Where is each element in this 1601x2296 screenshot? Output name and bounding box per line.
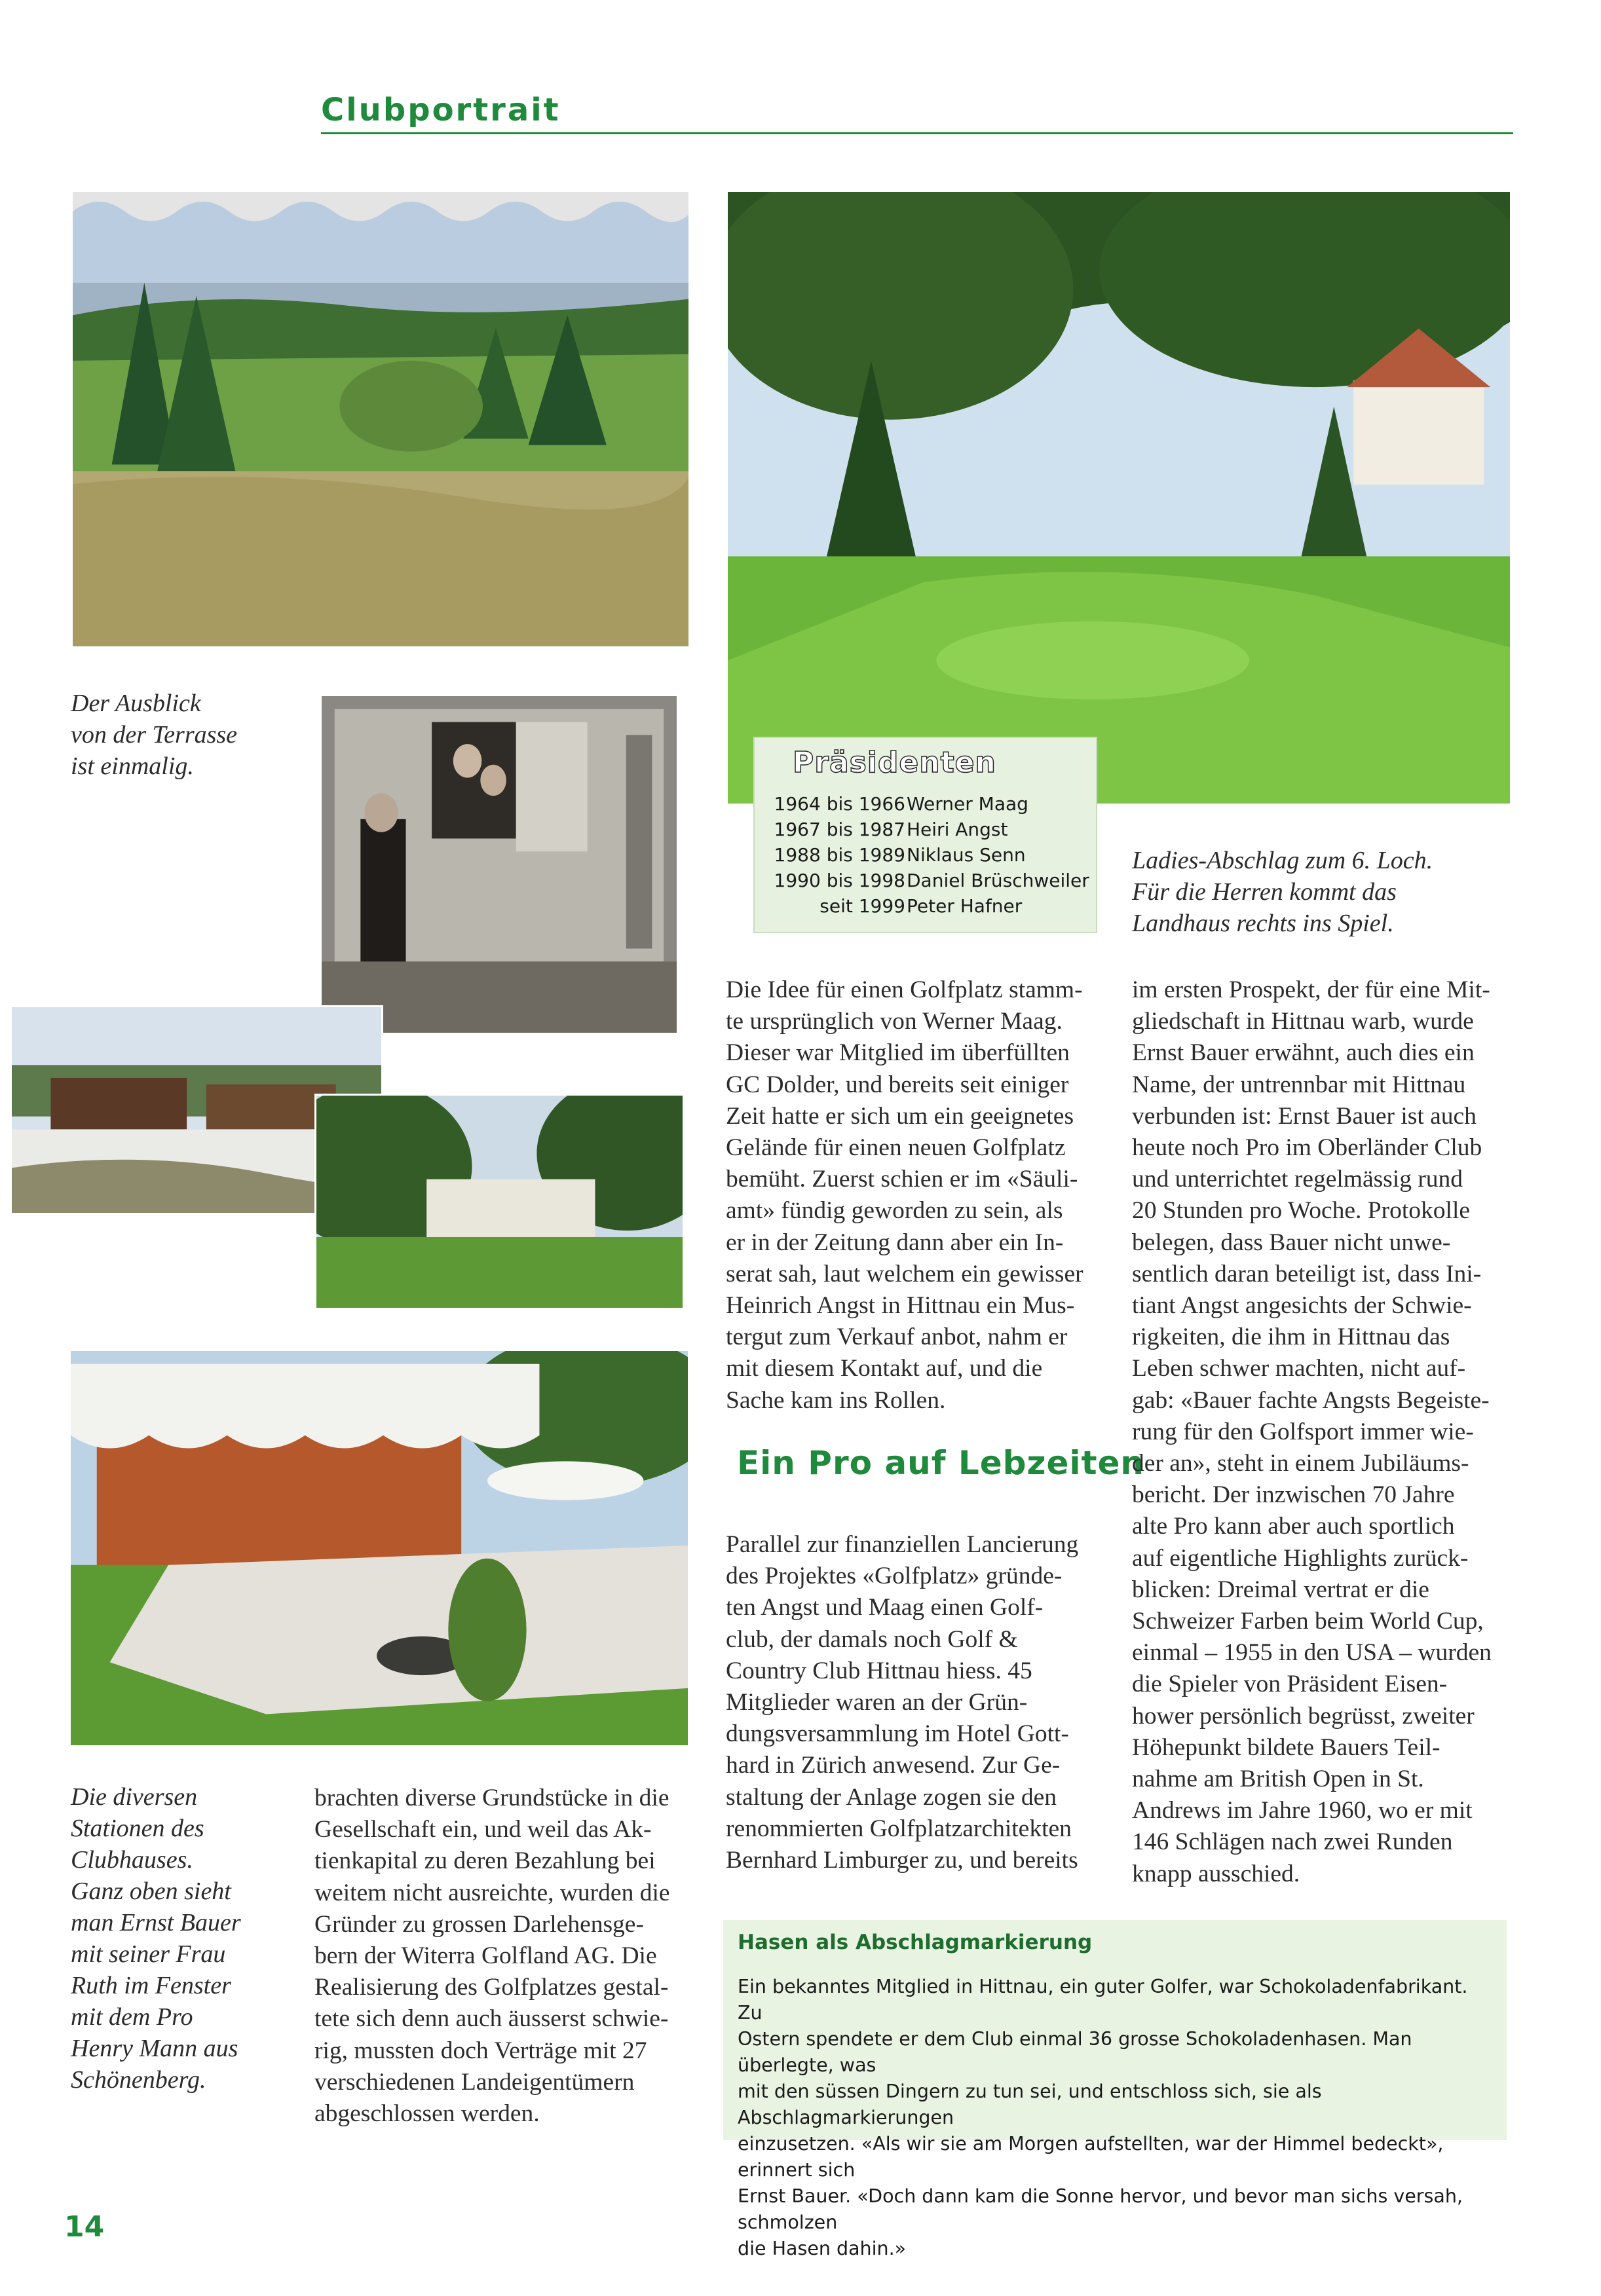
text-line: Gesellschaft ein, und weil das Ak- (314, 1816, 652, 1843)
text-line: Ostern spendete er dem Club einmal 36 grosse Schokoladenhasen. Man überlegte, was (738, 2028, 1412, 2076)
text-line: gab: «Bauer fachte Angsts Begeiste- (1132, 1386, 1490, 1414)
sidebar-box-title: Hasen als Abschlagmarkierung (738, 1931, 1093, 1954)
text-line: Dieser war Mitglied im überfüllten (726, 1039, 1070, 1067)
photo-trailer-historic (320, 694, 679, 1035)
text-line: knapp ausschied. (1132, 1860, 1300, 1887)
president-name: Daniel Brüschweiler (907, 870, 1089, 891)
text-line: Bernhard Limburger zu, und bereits (726, 1847, 1078, 1874)
text-line: auf eigentliche Highlights zurück- (1132, 1544, 1469, 1572)
text-line: Gründer zu grossen Darlehensge- (314, 1910, 644, 1938)
caption-line: ist einmalig. (71, 752, 194, 780)
text-line: Gelände für einen neuen Golfplatz (726, 1134, 1066, 1162)
text-line: Zeit hatte er sich um ein geeignetes (726, 1102, 1074, 1130)
text-line: rung für den Golfsport immer wie- (1132, 1418, 1474, 1445)
text-line: blicken: Dreimal vertrat er die (1132, 1576, 1429, 1603)
text-line: dungsversammlung im Hotel Gott- (726, 1720, 1069, 1748)
caption-line: Die diversen (71, 1783, 198, 1811)
text-line: bericht. Der inzwischen 70 Jahre (1132, 1481, 1455, 1509)
president-name: Peter Hafner (907, 895, 1023, 917)
caption-line: Ganz oben sieht (71, 1878, 231, 1905)
text-line: Realisierung des Golfplatzes gestal- (314, 1974, 669, 2001)
caption-line: Der Ausblick (71, 690, 201, 717)
text-line: einmal – 1955 in den USA – wurden (1132, 1639, 1492, 1667)
photo-terrace-umbrellas (69, 1349, 690, 1747)
caption-line: mit dem Pro (71, 2003, 193, 2031)
sidebar-box-text (738, 1974, 1491, 2262)
text-line: Heinrich Angst in Hittnau ein Mus- (726, 1292, 1075, 1320)
text-line: die Spieler von Präsident Eisen- (1132, 1671, 1448, 1698)
president-years: 1964 bis 1966 (774, 793, 905, 815)
caption-line: Stationen des (71, 1815, 204, 1842)
text-line: club, der damals noch Golf & (726, 1625, 1018, 1653)
article-column-left (314, 1783, 688, 2130)
text-line: alte Pro kann aber auch sportlich (1132, 1513, 1455, 1540)
text-line: Name, der untrennbar mit Hittnau (1132, 1071, 1466, 1098)
text-line: die Hasen dahin.» (738, 2238, 907, 2259)
text-line: Sache kam ins Rollen. (726, 1386, 946, 1414)
text-line: Country Club Hittnau hiess. 45 (726, 1657, 1032, 1684)
text-line: tete sich denn auch äusserst schwie- (314, 2005, 669, 2033)
article-subheading: Ein Pro auf Lebzeiten (737, 1444, 1144, 1482)
text-line: Ernst Bauer. «Doch dann kam die Sonne hervor, und bevor man sichs versah, schmolzen (738, 2185, 1463, 2233)
text-line: bern der Witerra Golfland AG. Die (314, 1942, 657, 1970)
text-line: Schweizer Farben beim World Cup, (1132, 1608, 1484, 1635)
president-name: Werner Maag (907, 793, 1028, 815)
caption-line: Für die Herren kommt das (1132, 878, 1397, 906)
text-line: weitem nicht ausreichte, wurden die (314, 1879, 670, 1906)
article-column-right (1132, 974, 1512, 1890)
text-line: tiant Angst angesichts der Schwie- (1132, 1292, 1472, 1320)
caption-line: von der Terrasse (71, 721, 238, 749)
president-name: Niklaus Senn (907, 844, 1026, 866)
photo-clubhouse-summer (314, 1094, 685, 1310)
caption-line: man Ernst Bauer (71, 1909, 241, 1936)
text-line: brachten diverse Grundstücke in die (314, 1785, 669, 1811)
text-line: rig, mussten doch Verträge mit 27 (314, 2037, 647, 2064)
text-line: heute noch Pro im Oberländer Club (1132, 1134, 1482, 1162)
header-rule (321, 132, 1513, 134)
text-line: mit den süssen Dingern zu tun sei, und entschloss sich, sie als Abschlagmarkierungen (738, 2081, 1322, 2128)
text-line: verbunden ist: Ernst Bauer ist auch (1132, 1102, 1477, 1130)
section-title: Clubportrait (321, 92, 561, 128)
caption-clubhouse (71, 1781, 307, 2096)
text-line: einzusetzen. «Als wir sie am Morgen aufstellten, war der Himmel bedeckt», erinnert sich (738, 2133, 1444, 2181)
text-line: verschiedenen Landeigentümern (314, 2068, 635, 2096)
text-line: bemüht. Zuerst schien er im «Säuli- (726, 1166, 1078, 1193)
text-line: mit diesem Kontakt auf, und die (726, 1355, 1043, 1382)
article-column-middle-bottom (726, 1529, 1098, 1876)
article-column-middle-top (726, 974, 1098, 1416)
text-line: serat sah, laut welchem ein gewisser (726, 1260, 1083, 1287)
caption-line: Ruth im Fenster (71, 1972, 231, 1999)
president-years: 1967 bis 1987 (774, 819, 905, 840)
text-line: der an», steht in einem Jubiläums- (1132, 1450, 1469, 1477)
text-line: hower persönlich begrüsst, zweiter (1132, 1702, 1475, 1730)
text-line: sentlich daran beteiligt ist, dass Ini- (1132, 1260, 1482, 1287)
text-line: im ersten Prospekt, der für eine Mit- (1132, 976, 1490, 1003)
text-line: belegen, dass Bauer nicht unwe- (1132, 1229, 1451, 1256)
caption-terrace (71, 688, 293, 782)
text-line: hard in Zürich anwesend. Zur Ge- (726, 1752, 1061, 1779)
text-line: Andrews im Jahre 1960, wo er mit (1132, 1797, 1473, 1824)
text-line: abgeschlossen werden. (314, 2100, 540, 2128)
sidebar-box-hasen (723, 1917, 1507, 2259)
text-line: Ein bekanntes Mitglied in Hittnau, ein guter Golfer, war Schokoladenfabrikant. Zu (738, 1976, 1468, 2024)
text-line: rigkeiten, die ihm in Hittnau das (1132, 1324, 1450, 1351)
caption-line: Schönenberg. (71, 2066, 206, 2094)
caption-line: Landhaus rechts ins Spiel. (1132, 910, 1394, 937)
caption-line: Ladies-Abschlag zum 6. Loch. (1132, 847, 1433, 874)
text-line: gliedschaft in Hittnau warb, wurde (1132, 1008, 1474, 1035)
text-line: Leben schwer machten, nicht auf- (1132, 1355, 1466, 1382)
page-number: 14 (64, 2210, 105, 2244)
caption-line: Clubhauses. (71, 1846, 193, 1874)
text-line: 20 Stunden pro Woche. Protokolle (1132, 1197, 1471, 1225)
photo-terrace-view (71, 190, 690, 648)
text-line: GC Dolder, und bereits seit einiger (726, 1071, 1069, 1098)
text-line: er in der Zeitung dann aber ein In- (726, 1229, 1064, 1256)
text-line: tergut zum Verkauf anbot, nahm er (726, 1324, 1068, 1351)
text-line: des Projektes «Golfplatz» gründe- (726, 1563, 1063, 1590)
text-line: Mitglieder waren an der Grün- (726, 1689, 1028, 1716)
text-line: staltung der Anlage zogen sie den (726, 1783, 1057, 1811)
text-line: Parallel zur finanziellen Lancierung (726, 1531, 1079, 1558)
presidents-box (753, 737, 1097, 933)
caption-line: mit seiner Frau (71, 1940, 226, 1968)
text-line: ten Angst und Maag einen Golf- (726, 1594, 1044, 1621)
president-years: 1990 bis 1998 (774, 870, 905, 891)
text-line: und unterrichtet regelmässig rund (1132, 1166, 1463, 1193)
text-line: amt» fündig geworden zu sein, als (726, 1197, 1063, 1225)
text-line: Die Idee für einen Golfplatz stamm- (726, 976, 1083, 1003)
text-line: renommierten Golfplatzarchitekten (726, 1815, 1072, 1842)
president-name: Heiri Angst (907, 819, 1008, 840)
president-years: 1988 bis 1989 (774, 844, 905, 866)
presidents-title: Präsidenten (793, 746, 996, 779)
text-line: Ernst Bauer erwähnt, auch dies ein (1132, 1039, 1475, 1067)
text-line: nahme am British Open in St. (1132, 1766, 1424, 1793)
caption-line: Henry Mann aus (71, 2035, 238, 2062)
text-line: 146 Schlägen nach zwei Runden (1132, 1828, 1453, 1856)
president-years: seit 1999 (819, 895, 905, 917)
photo-ladies-tee (726, 190, 1512, 805)
text-line: Höhepunkt bildete Bauers Teil- (1132, 1733, 1441, 1761)
caption-ladies-tee (1132, 845, 1512, 939)
text-line: tienkapital zu deren Bezahlung bei (314, 1847, 656, 1875)
text-line: te ursprünglich von Werner Maag. (726, 1008, 1063, 1035)
